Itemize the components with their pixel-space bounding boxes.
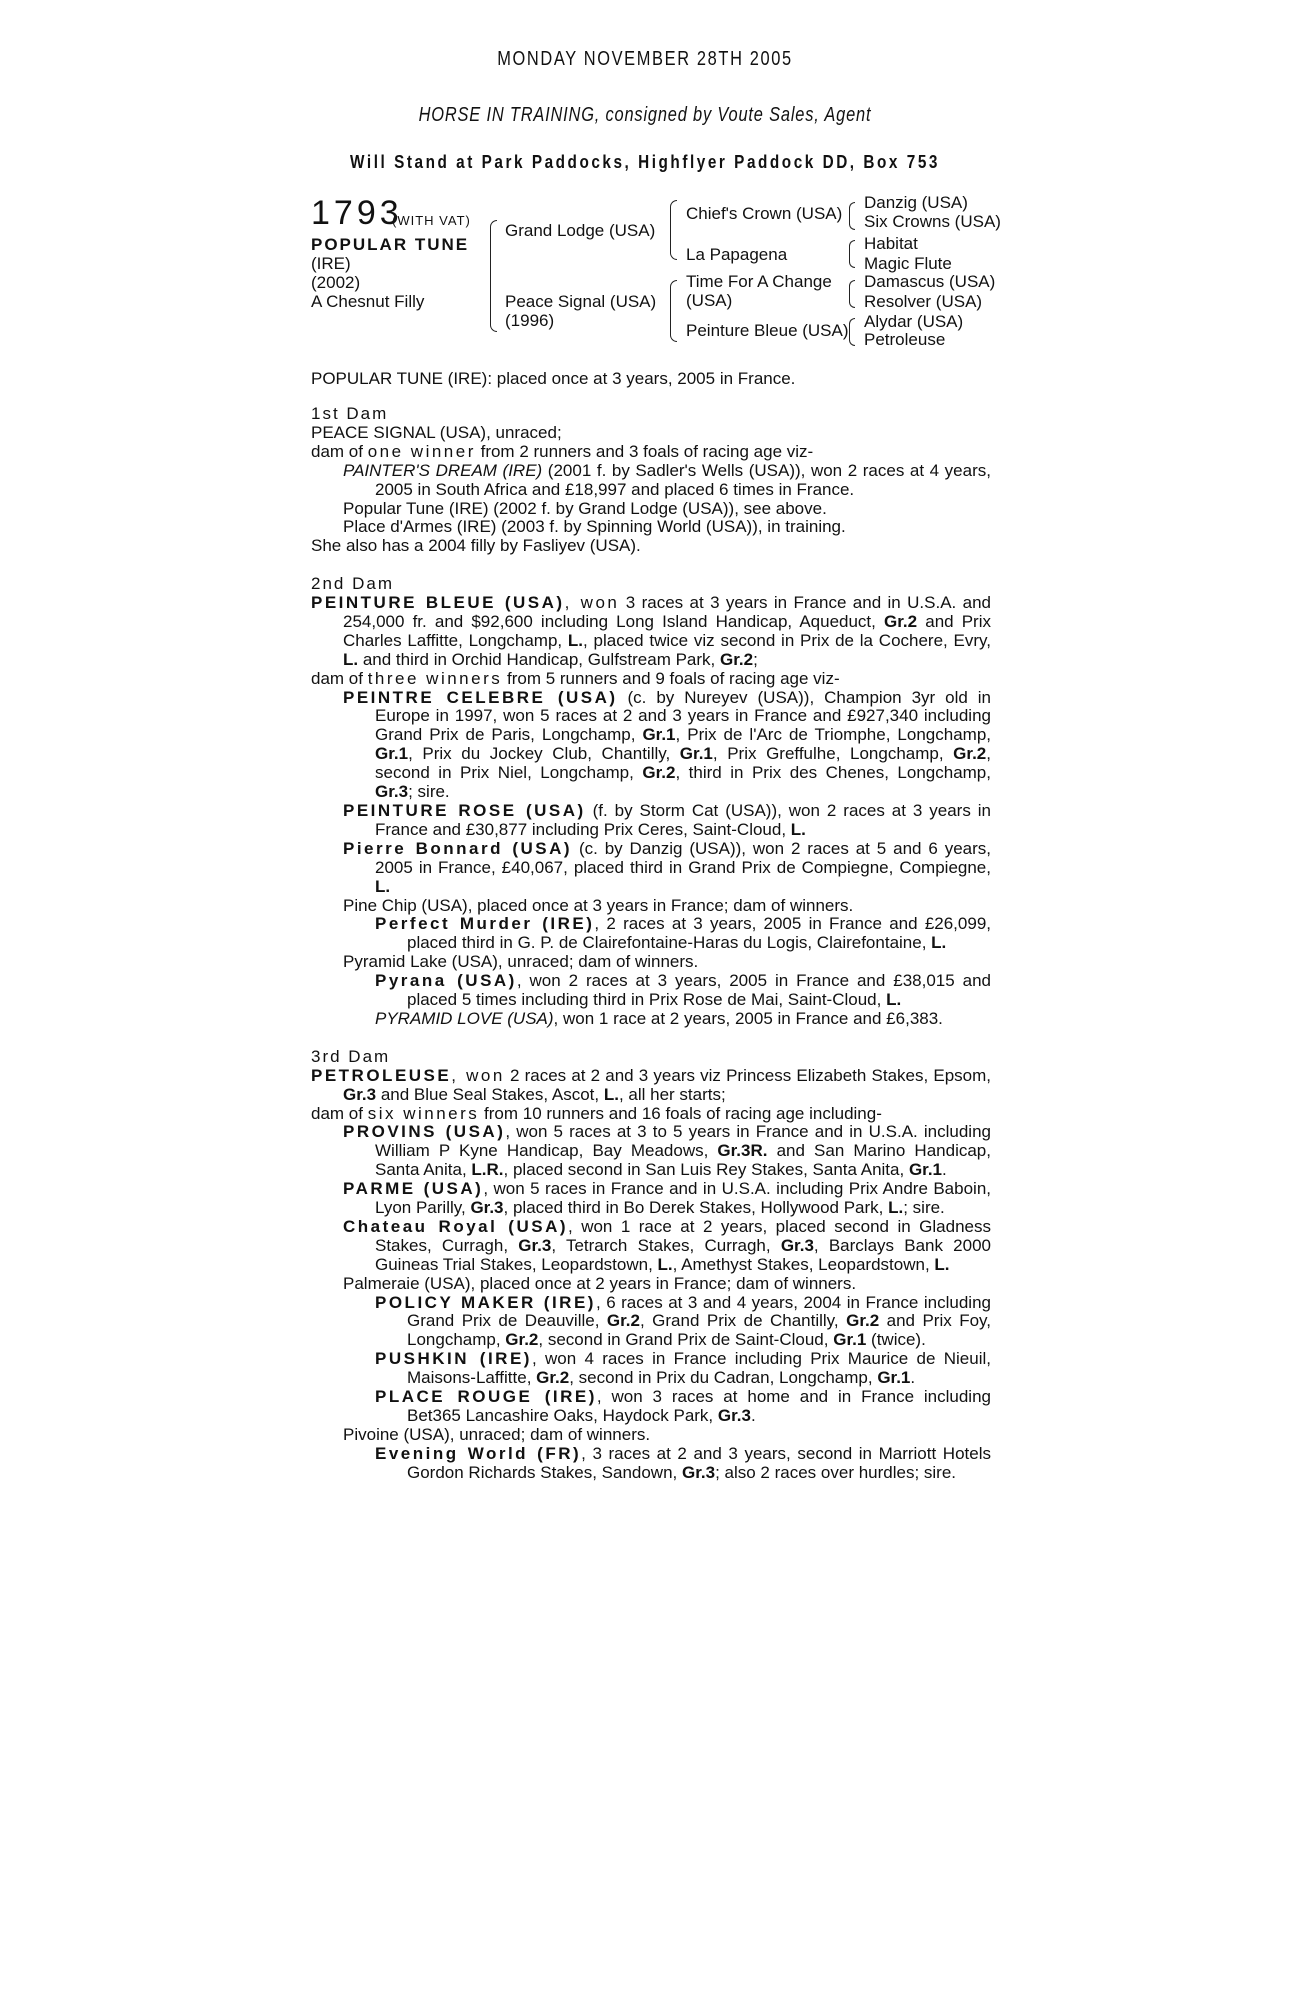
pedigree-gg5: Damascus (USA): [864, 272, 996, 291]
produce-entry: Pine Chip (USA), placed once at 3 years in France; dam of winners.: [343, 895, 854, 915]
pedigree-gg4: Magic Flute: [864, 254, 952, 273]
horse-description: A Chesnut Filly: [311, 292, 425, 311]
produce-entry: Perfect Murder (IRE), 2 races at 3 years, 2005 in France and £26,099, placed third in G. P. de Clairefontaine-Haras du Logis, Clairefontaine, L.: [375, 914, 991, 953]
stand-location: Will Stand at Park Paddocks, Highflyer Paddock DD, Box 753: [350, 152, 940, 172]
family-record: [311, 405, 991, 1483]
second-dam-produce-line: dam of three winners from 5 runners and 9 foals of racing age viz-: [311, 668, 840, 688]
second-dam-line: PEINTURE BLEUE (USA), won 3 races at 3 years in France and in U.S.A. and 254,000 fr. and $92,600 including Long Island Handicap, Aqueduct, Gr.2 and Prix Charles Laffitte, Longchamp, L., placed twice viz second in Prix de la Cochere, Evry, L. and third in Orchid Handicap, Gulfstream Park, Gr.2;: [311, 593, 992, 669]
produce-entry: PLACE ROUGE (IRE), won 3 races at home and in France including Bet365 Lancashire Oaks, Haydock Park, Gr.3.: [375, 1387, 991, 1425]
produce-entry: Chateau Royal (USA), won 1 race at 2 years, placed second in Gladness Stakes, Curragh, Gr.3, Tetrarch Stakes, Curragh, Gr.3, Barclays Bank 2000 Guineas Trial Stakes, Leopardstown, L., Amethyst Stakes, Leopardstown, L.: [343, 1216, 992, 1274]
produce-entry: PYRAMID LOVE (USA), won 1 race at 2 years, 2005 in France and £6,383.: [375, 1008, 943, 1028]
horse-name: POPULAR TUNE: [311, 235, 470, 254]
produce-entry: Palmeraie (USA), placed once at 2 years in France; dam of winners.: [343, 1273, 857, 1293]
pedigree-brace-dam: [670, 280, 677, 342]
horse-country: (IRE): [311, 254, 351, 273]
third-dam-produce-line: dam of six winners from 10 runners and 16 foals of racing age including-: [311, 1103, 882, 1123]
pedigree-sire-sire: Chief's Crown (USA): [686, 204, 843, 223]
produce-entry: PEINTRE CELEBRE (USA) (c. by Nureyev (USA)), Champion 3yr old in Europe in 1997, won 5 races at 2 and 3 years in France and £927,340 including Grand Prix de Paris, Longchamp, Gr.1, Prix de l'Arc de Triomphe, Longchamp, Gr.1, Prix du Jockey Club, Chantilly, Gr.1, Prix Greffulhe, Longchamp, Gr.2, second in Prix Niel, Longchamp, Gr.2, third in Prix des Chenes, Longchamp, Gr.3; sire.: [343, 687, 992, 802]
first-dam-heading: 1st Dam: [311, 404, 389, 423]
first-dam-note: She also has a 2004 filly by Fasliyev (USA).: [311, 536, 641, 556]
pedigree-dam-sire: Time For A Change: [686, 272, 832, 291]
lot-vat-note: (WITH VAT): [392, 213, 471, 228]
pedigree-gg7: Alydar (USA): [864, 312, 964, 331]
produce-entry: PROVINS (USA), won 5 races at 3 to 5 years in France and in U.S.A. including William P Kyne Handicap, Bay Meadows, Gr.3R. and San Marino Handicap, Santa Anita, L.R., placed second in San Luis Rey Stakes, Santa Anita, Gr.1.: [343, 1122, 991, 1180]
pedigree-brace-g4: [849, 318, 855, 346]
pedigree-brace-g3: [849, 280, 855, 308]
produce-entry: POLICY MAKER (IRE), 6 races at 3 and 4 years, 2004 in France including Grand Prix de Deauville, Gr.2, Grand Prix de Chantilly, Gr.2 and Prix Foy, Longchamp, Gr.2, second in Grand Prix de Saint-Cloud, Gr.1 (twice).: [375, 1292, 991, 1350]
pedigree-gg8: Petroleuse: [864, 330, 946, 349]
produce-entry: Popular Tune (IRE) (2002 f. by Grand Lodge (USA)), see above.: [343, 498, 827, 518]
pedigree-brace-g1: [849, 202, 855, 230]
pedigree-dam-dam: Peinture Bleue (USA): [686, 321, 849, 340]
produce-entry: Place d'Armes (IRE) (2003 f. by Spinning World (USA)), in training.: [343, 517, 846, 537]
third-dam-heading: 3rd Dam: [311, 1046, 391, 1066]
produce-entry: Pierre Bonnard (USA) (c. by Danzig (USA)), won 2 races at 5 and 6 years, 2005 in France, £40,067, placed third in Grand Prix de Compiegne, Compiegne, L.: [343, 838, 991, 896]
horse-year: (2002): [311, 273, 361, 292]
pedigree-brace-main: [490, 220, 497, 332]
produce-entry: Pivoine (USA), unraced; dam of winners.: [343, 1424, 651, 1444]
produce-entry: Pyramid Lake (USA), unraced; dam of winners.: [343, 952, 699, 972]
pedigree-gg2: Six Crowns (USA): [864, 212, 1001, 231]
pedigree-brace-g2: [849, 240, 855, 268]
pedigree-sire: Grand Lodge (USA): [505, 221, 656, 240]
pedigree-sire-dam: La Papagena: [686, 245, 788, 264]
third-dam-line: PETROLEUSE, won 2 races at 2 and 3 years viz Princess Elizabeth Stakes, Epsom, Gr.3 and Blue Seal Stakes, Ascot, L., all her starts;: [311, 1065, 991, 1104]
sale-date: MONDAY NOVEMBER 28TH 2005: [497, 48, 793, 70]
pedigree-brace-sire: [670, 200, 677, 260]
produce-entry: Evening World (FR), 3 races at 2 and 3 years, second in Marriott Hotels Gordon Richards Stakes, Sandown, Gr.3; also 2 races over hurdles; sire.: [375, 1443, 991, 1482]
produce-entry: PAINTER'S DREAM (IRE) (2001 f. by Sadler's Wells (USA)), won 2 races at 4 years, 2005 in South Africa and £18,997 and placed 6 times in France.: [343, 460, 991, 499]
pedigree-gg6: Resolver (USA): [864, 292, 983, 311]
consignment-line: HORSE IN TRAINING, consigned by Voute Sales, Agent: [418, 104, 872, 126]
pedigree-dam-year: (1996): [505, 311, 555, 330]
produce-entry: PUSHKIN (IRE), won 4 races in France including Prix Maurice de Nieuil, Maisons-Laffitte, Gr.2, second in Prix du Cadran, Longchamp, Gr.1.: [375, 1349, 991, 1388]
produce-entry: Pyrana (USA), won 2 races at 3 years, 2005 in France and £38,015 and placed 5 times including third in Prix Rose de Mai, Saint-Cloud, L.: [375, 971, 992, 1010]
second-dam-heading: 2nd Dam: [311, 574, 394, 594]
pedigree-dam-sire-country: (USA): [686, 291, 733, 310]
lot-number: 1793: [311, 194, 403, 232]
produce-entry: PARME (USA), won 5 races in France and in U.S.A. including Prix Andre Baboin, Lyon Parilly, Gr.3, placed third in Bo Derek Stakes, Hollywood Park, L.; sire.: [343, 1179, 992, 1218]
pedigree-dam: Peace Signal (USA): [505, 292, 657, 311]
produce-entry: PEINTURE ROSE (USA) (f. by Storm Cat (USA)), won 2 races at 3 years in France and £30,877 including Prix Ceres, Saint-Cloud, L.: [343, 801, 991, 839]
pedigree-gg3: Habitat: [864, 234, 918, 253]
race-summary: POPULAR TUNE (IRE): placed once at 3 years, 2005 in France.: [311, 369, 796, 388]
first-dam-line: PEACE SIGNAL (USA), unraced;: [311, 422, 562, 442]
pedigree-gg1: Danzig (USA): [864, 193, 968, 212]
first-dam-produce-line: dam of one winner from 2 runners and 3 foals of racing age viz-: [311, 441, 814, 461]
